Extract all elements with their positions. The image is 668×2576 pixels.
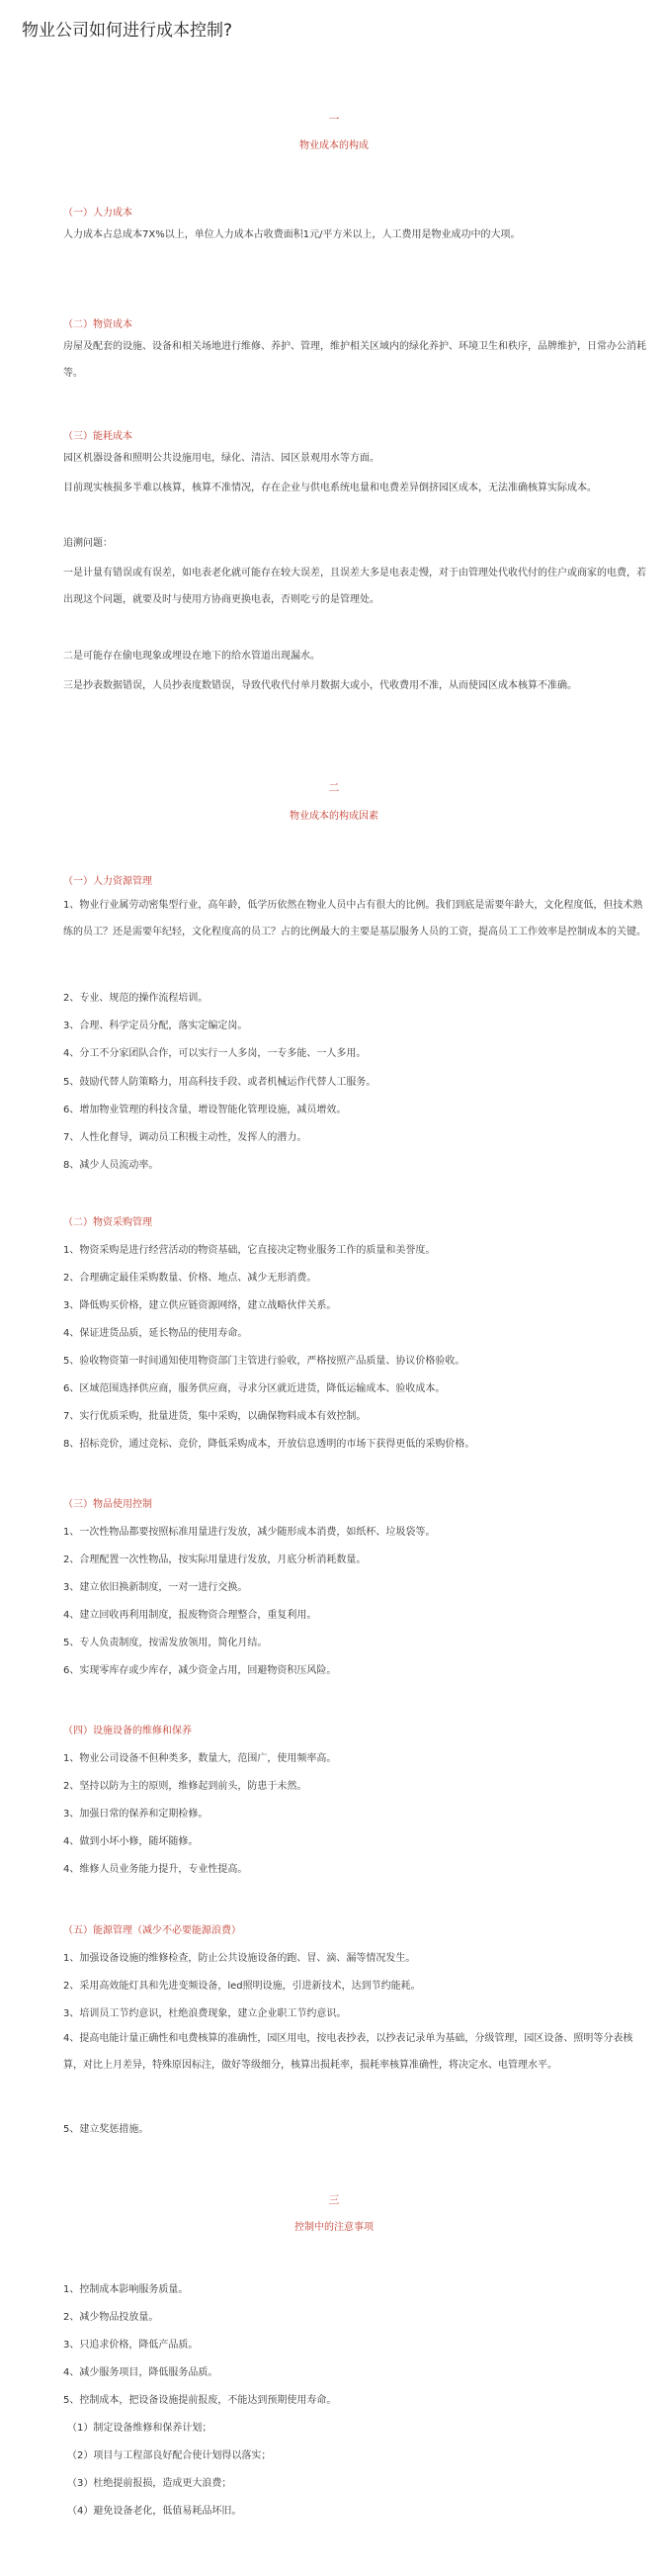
list-item: 1、物资采购是进行经营活动的物资基础，它直接决定物业服务工作的质量和美誉度。 xyxy=(63,1245,436,1256)
subheading: （一）人力资源管理 xyxy=(63,876,152,887)
paragraph: 房屋及配套的设施、设备和相关场地进行维修、养护、管理，维护相关区域内的绿化养护、环境卫生和秩序，品牌维护，日常办公消耗等。 xyxy=(63,341,646,379)
list-item: 5、建立奖惩措施。 xyxy=(63,2124,149,2135)
paragraph: 二是可能存在偷电现象或埋设在地下的给水管道出现漏水。 xyxy=(63,651,320,662)
list-item: 6、增加物业管理的科技含量，增设智能化管理设施，减员增效。 xyxy=(63,1105,347,1115)
section-number: 三 xyxy=(328,2193,340,2206)
paragraph: 三是抄表数据错误，人员抄表度数错误，导致代收代付单月数据大或小，代收费用不准，从而使园区成本核算不准确。 xyxy=(63,680,577,691)
list-item: 5、控制成本，把设备设施提前报废，不能达到预期使用寿命。 xyxy=(63,2395,337,2406)
list-item: 3、降低购买价格，建立供应链资源网络，建立战略伙伴关系。 xyxy=(63,1300,337,1311)
section-number: 一 xyxy=(328,113,340,126)
paragraph: 人力成本占总成本7X%以上，单位人力成本占收费面积1元/平方米以上，人工费用是物业成功中的大项。 xyxy=(63,229,521,240)
list-item: 1、一次性物品都要按照标准用量进行发放，减少随形成本消费，如纸杯、垃圾袋等。 xyxy=(63,1527,436,1538)
sub-list-item: （2）项目与工程部良好配合使计划得以落实； xyxy=(67,2450,272,2461)
list-item: 3、合理、科学定员分配，落实定编定岗。 xyxy=(63,1021,248,1031)
paragraph: 一是计量有错误或有误差，如电表老化就可能存在较大误差，且误差大多是电表走慢，对于由管理处代收代付的住户或商家的电费，若出现这个问题，就要及时与使用方协商更换电表，否则吃亏的是管理处。 xyxy=(63,568,646,605)
list-item: 2、合理确定最佳采购数量、价格、地点、减少无形消费。 xyxy=(63,1273,317,1284)
subheading: （二）物资成本 xyxy=(63,319,132,330)
list-item: 4、分工不分家团队合作，可以实行一人多岗，一专多能、一人多用。 xyxy=(63,1048,367,1059)
section-title: 物业成本的构成因素 xyxy=(290,811,378,822)
paragraph: 追溯问题： xyxy=(63,538,113,549)
list-item: 2、采用高效能灯具和先进变频设备，led照明设施，引进新技术，达到节约能耗。 xyxy=(63,1981,421,1992)
sub-list-item: （3）杜绝提前报损，造成更大浪费； xyxy=(67,2478,232,2489)
list-item: 2、专业、规范的操作流程培训。 xyxy=(63,993,209,1004)
list-item: 1、物业行业属劳动密集型行业，高年龄，低学历依然在物业人员中占有很大的比例。我们到底是需要年龄大，文化程度低，但技术熟练的员工？还是需要年纪轻，文化程度高的员工？占的比例最大的主要是基层服务人员的工资，提高员工工作效率是控制成本的关键。 xyxy=(63,900,646,937)
list-item: 6、区域范围选择供应商，服务供应商，寻求分区就近进货，降低运输成本、验收成本。 xyxy=(63,1383,446,1394)
list-item: 4、建立回收再利用制度，报废物资合理整合，重复利用。 xyxy=(63,1610,317,1621)
list-item: 1、物业公司设备不但种类多，数量大，范围广，使用频率高。 xyxy=(63,1753,337,1764)
list-item: 5、鼓励代替人防策略力，用高科技手段、或者机械运作代替人工服务。 xyxy=(63,1077,376,1088)
subheading: （二）物资采购管理 xyxy=(63,1217,152,1228)
page-title: 物业公司如何进行成本控制? xyxy=(22,21,233,41)
list-item: 4、维修人员业务能力提升，专业性提高。 xyxy=(63,1864,248,1875)
list-item: 4、减少服务项目，降低服务品质。 xyxy=(63,2367,218,2378)
sub-list-item: （4）避免设备老化，低值易耗品坏旧。 xyxy=(67,2506,242,2517)
list-item: 5、专人负责制度，按需发放领用，简化月结。 xyxy=(63,1638,268,1648)
list-item: 7、人性化督导，调动员工积极主动性，发挥人的潜力。 xyxy=(63,1132,307,1143)
list-item: 7、实行优质采购，批量进货，集中采购，以确保物料成本有效控制。 xyxy=(63,1411,367,1422)
list-item: 4、提高电能计量正确性和电费核算的准确性，园区用电，按电表抄表，以抄表记录单为基础，分级管理，园区设备、照明等分表核算，对比上月差异，特殊原因标注，做好等级细分，核算出损耗率，损耗率核算准确性，将决定水、电管理水平。 xyxy=(63,2033,633,2071)
list-item: 5、验收物资第一时间通知使用物资部门主管进行验收，严格按照产品质量、协议价格验收。 xyxy=(63,1356,465,1367)
list-item: 3、培训员工节约意识，杜绝浪费现象，建立企业职工节约意识。 xyxy=(63,2008,347,2019)
list-item: 2、合理配置一次性物品，按实际用量进行发放，月底分析消耗数量。 xyxy=(63,1554,367,1565)
subheading: （三）能耗成本 xyxy=(63,431,132,442)
list-item: 6、实现零库存或少库存，减少资金占用，回避物资积压风险。 xyxy=(63,1665,337,1676)
section-number: 二 xyxy=(328,781,340,794)
list-item: 2、减少物品投放量。 xyxy=(63,2312,159,2323)
list-item: 2、坚持以防为主的原则，维修起到前头，防患于未然。 xyxy=(63,1781,307,1792)
section-title: 控制中的注意事项 xyxy=(294,2222,374,2233)
list-item: 3、只追求价格，降低产品质。 xyxy=(63,2340,199,2351)
sub-list-item: （1）制定设备维修和保养计划； xyxy=(67,2423,212,2434)
subheading: （四）设施设备的维修和保养 xyxy=(63,1726,192,1736)
list-item: 3、建立依旧换新制度，一对一进行交换。 xyxy=(63,1582,248,1593)
list-item: 4、做到小坏小修，随坏随修。 xyxy=(63,1836,199,1847)
list-item: 8、招标竞价，通过竞标、竞价，降低采购成本，开放信息透明的市场下获得更低的采购价格。 xyxy=(63,1439,475,1450)
subheading: （五）能源管理（减少不必要能源浪费） xyxy=(63,1925,241,1936)
subheading: （三）物品使用控制 xyxy=(63,1499,152,1510)
list-item: 8、减少人员流动率。 xyxy=(63,1160,159,1171)
list-item: 4、保证进货品质，延长物品的使用寿命。 xyxy=(63,1328,248,1339)
subheading: （一）人力成本 xyxy=(63,208,132,219)
list-item: 3、加强日常的保养和定期检修。 xyxy=(63,1809,209,1820)
paragraph: 园区机器设备和照明公共设施用电，绿化、清洁、园区景观用水等方面。 xyxy=(63,453,379,464)
section-title: 物业成本的构成 xyxy=(299,140,369,151)
list-item: 1、加强设备设施的维修检查，防止公共设施设备的跑、冒、滴、漏等情况发生。 xyxy=(63,1953,416,1964)
list-item: 1、控制成本影响服务质量。 xyxy=(63,2284,189,2295)
paragraph: 目前现实核损多半难以核算，核算不准情况，存在企业与供电系统电量和电费差异倒挤园区成本，无法准确核算实际成本。 xyxy=(63,483,597,493)
